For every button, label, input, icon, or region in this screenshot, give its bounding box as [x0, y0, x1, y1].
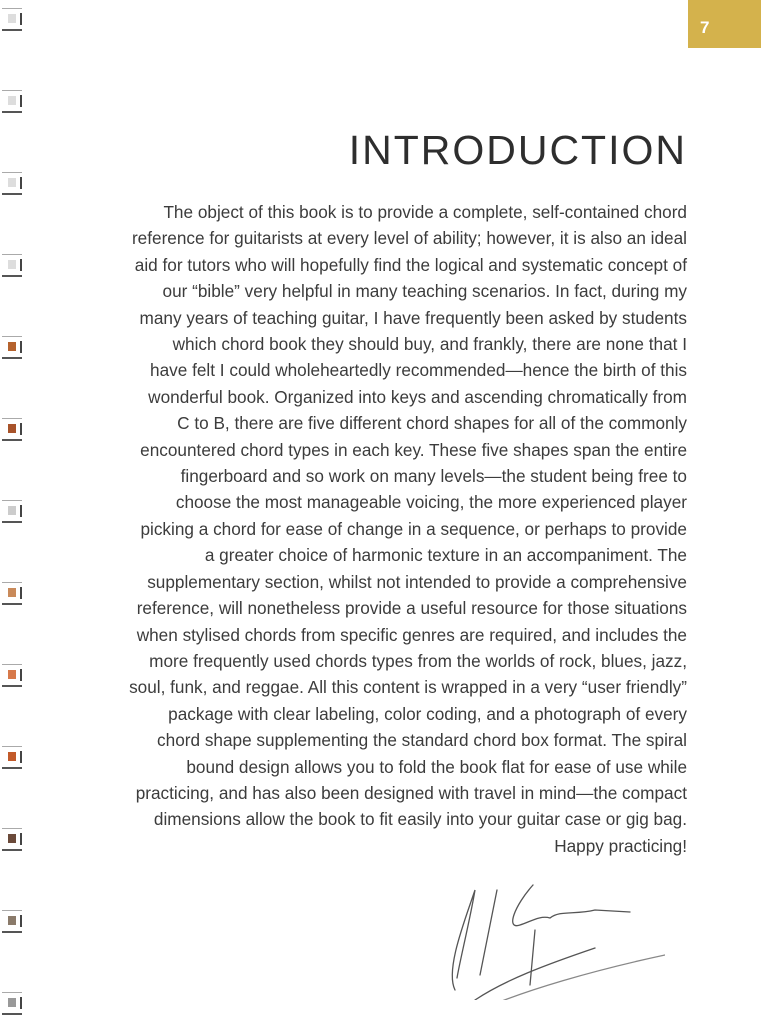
index-tab: [2, 828, 22, 851]
body-line: many years of teaching guitar, I have frequently been asked by students: [139, 307, 687, 328]
intro-body: [129, 199, 687, 859]
body-line: choose the most manageable voicing, the more experienced player: [175, 492, 687, 513]
side-index-tabs: [0, 0, 30, 1000]
body-line: wonderful book. Organized into keys and ascending chromatically from: [148, 386, 687, 407]
index-tab: [2, 992, 22, 1015]
index-tab: [2, 254, 22, 277]
body-line: soul, funk, and reggae. All this content is wrapped in a very “user friendly”: [129, 677, 687, 698]
body-line: supplementary section, whilst not intended to provide a comprehensive: [147, 571, 687, 592]
body-line: have felt I could wholeheartedly recommended—hence the birth of this: [150, 360, 687, 381]
page-title: INTRODUCTION: [348, 127, 687, 173]
body-line: bound design allows you to fold the book flat for ease of use while: [186, 756, 687, 777]
body-line: reference, will nonetheless provide a useful resource for those situations: [136, 598, 687, 619]
body-line: aid for tutors who will hopefully find the logical and systematic concept of: [134, 254, 687, 275]
body-line: which chord book they should buy, and frankly, there are none that I: [172, 334, 687, 355]
index-tab: [2, 500, 22, 523]
body-line: encountered chord types in each key. These five shapes span the entire: [140, 439, 687, 460]
body-line: package with clear labeling, color coding, and a photograph of every: [168, 703, 687, 724]
body-line: when stylised chords from specific genres are required, and includes the: [136, 624, 687, 645]
index-tab: [2, 172, 22, 195]
body-line: dimensions allow the book to fit easily into your guitar case or gig bag.: [153, 809, 687, 830]
body-line: a greater choice of harmonic texture in an accompaniment. The: [204, 545, 687, 566]
index-tab: [2, 90, 22, 113]
body-line: fingerboard and so work on many levels—the student being free to: [180, 466, 687, 487]
body-line: Happy practicing!: [554, 835, 687, 856]
index-tab: [2, 582, 22, 605]
author-signature: [425, 860, 665, 1000]
index-tab: [2, 910, 22, 933]
page-number-tab: [688, 0, 761, 48]
body-line: chord shape supplementing the standard chord box format. The spiral: [157, 730, 687, 751]
body-line: our “bible” very helpful in many teaching scenarios. In fact, during my: [162, 281, 687, 302]
body-line: The object of this book is to provide a complete, self-contained chord: [163, 202, 687, 222]
index-tab: [2, 418, 22, 441]
index-tab: [2, 746, 22, 769]
body-line: C to B, there are five different chord shapes for all of the commonly: [177, 413, 687, 434]
body-line: practicing, and has also been designed with travel in mind—the compact: [135, 782, 687, 803]
index-tab: [2, 664, 22, 687]
index-tab: [2, 336, 22, 359]
index-tab: [2, 8, 22, 31]
body-line: picking a chord for ease of change in a sequence, or perhaps to provide: [140, 518, 687, 539]
page-number: 7: [700, 18, 710, 37]
body-line: reference for guitarists at every level of ability; however, it is also an ideal: [131, 228, 687, 249]
body-line: more frequently used chords types from the worlds of rock, blues, jazz,: [149, 650, 687, 671]
